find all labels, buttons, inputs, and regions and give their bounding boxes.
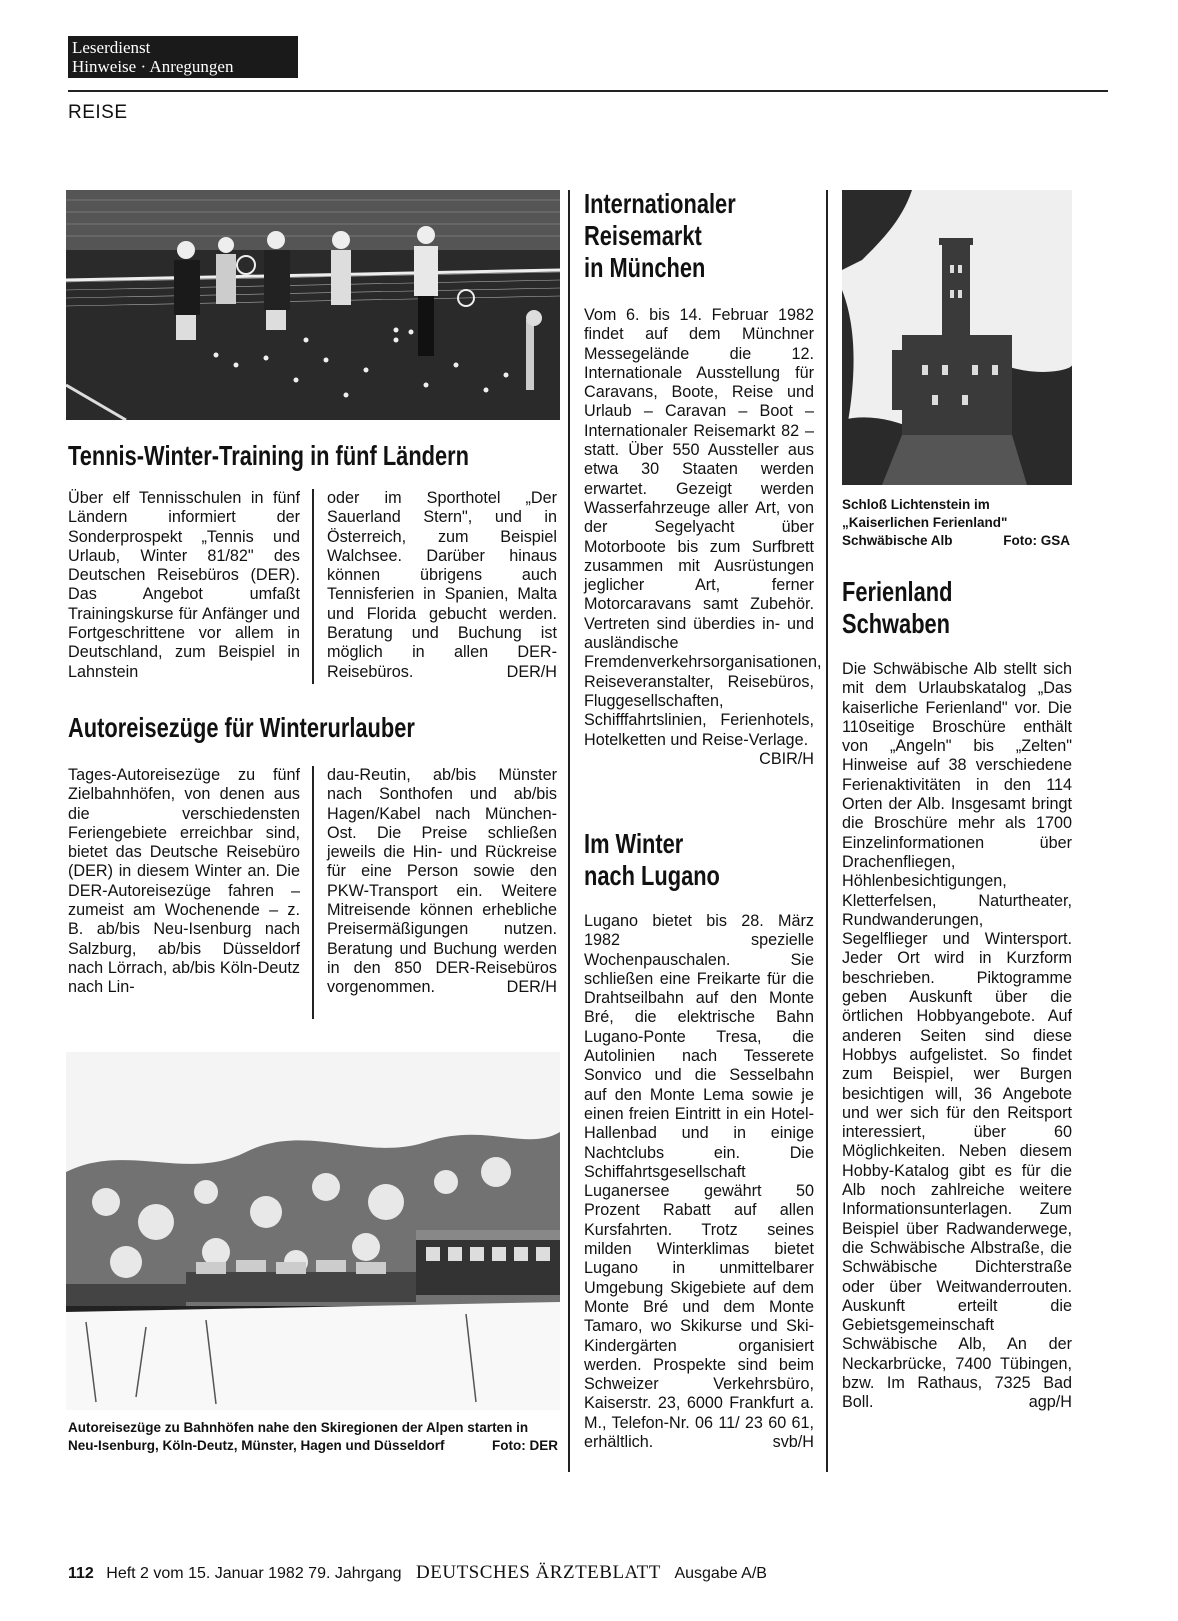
- train-photo-credit: Foto: DER: [492, 1438, 558, 1453]
- autoreise-column-2-text: dau-Reutin, ab/bis Münster nach Sonthofen und ab/bis Hagen/Kabel nach München-Ost. Die Preise schließen jeweils die Hin- und Rückreise für eine Person sowie den PKW-Transport ein. Weitere Mitreisende können erhebliche Preisermäßigungen nutzen. Beratung und Buchung werden in den 850 DER-Reisebüros vorgenommen.: [327, 766, 557, 997]
- schwaben-signature: agp/H: [1028, 1393, 1072, 1412]
- reisemarkt-headline-line-1: Internationaler: [584, 188, 736, 219]
- autoreise-column-1: [68, 766, 300, 998]
- section-header-box: [68, 36, 298, 78]
- autoreise-headline: Autoreisezüge für Winterurlauber: [68, 712, 415, 743]
- lugano-headline: [584, 828, 720, 892]
- top-rule: [68, 90, 1108, 92]
- lugano-body-text: Lugano bietet bis 28. März 1982 spezielle Wochenpauschalen. Sie schließen eine Freikarte für die Drahtseilbahn auf den Monte Bré, die elektrische Bahn Lugano-Ponte Tresa, die Autolinien nach Tesserete Sonvico und die Sesselbahn auf den Monte Lema sowie je einen freien Eintritt in ein Hotel-Hallenbad und in einige Nachtclubs ein. Die Schiffahrtsgesellschaft Luganersee gewährt 50 Prozent Rabatt auf allen Kursfahrten. Trotz seines milden Winterklimas bietet Lugano in unmittelbarer Umgebung Skigebiete auf dem Monte Bré und dem Monte Tamaro, wo Skikurse und Ski-Kindergärten organisiert werden. Prospekte sind beim Schweizer Verkehrsbüro, Kaiserstr. 23, 6000 Frankfurt a. M., Telefon-Nr. 06 11/ 23 60 61, erhältlich.: [584, 912, 814, 1452]
- reisemarkt-body: [584, 306, 822, 769]
- lugano-headline-line-2: nach Lugano: [584, 860, 720, 891]
- page-footer: [68, 1562, 767, 1584]
- tennis-signature: DER/H: [506, 662, 557, 681]
- tennis-column-1-text: Über elf Tennisschulen in fünf Ländern informiert der Sonderprospekt „Tennis und Urlaub, Winter 81/82" des Deutschen Reisebüros (DER). Das Angebot umfaßt Trainingskurse für Anfänger und Fortgeschrittene vor allem in Deutschland, zum Beispiel in Lahnstein: [68, 489, 300, 681]
- column-divider: [568, 190, 570, 1472]
- tennis-column-2-text: oder im Sporthotel „Der Sauerland Stern", und in Österreich, zum Beispiel Walchsee. Darüber hinaus können übrigens auch Tennisferien in Spanien, Malta und Florida gebucht werden. Beratung und Buchung ist möglich in allen DER-Reisebüros.: [327, 489, 557, 681]
- train-photo-caption: [68, 1419, 558, 1455]
- castle-photo-caption: [842, 496, 1070, 550]
- column-divider: [312, 766, 314, 1019]
- issue-info: Heft 2 vom 15. Januar 1982 79. Jahrgang: [106, 1565, 402, 1582]
- schwaben-body: [842, 660, 1072, 1413]
- header-line-1: Leserdienst: [72, 38, 151, 57]
- reisemarkt-signature: CBIR/H: [759, 749, 814, 768]
- magazine-name: DEUTSCHES ÄRZTEBLATT: [416, 1562, 661, 1583]
- reisemarkt-headline-line-3: in München: [584, 252, 706, 283]
- schwaben-headline-line-2: Schwaben: [842, 608, 951, 639]
- edition-info: Ausgabe A/B: [674, 1565, 767, 1582]
- tennis-photo: [66, 190, 560, 420]
- reisemarkt-body-text: Vom 6. bis 14. Februar 1982 findet auf dem Münchner Messegelände die 12. Internationale Ausstellung für Caravans, Boote, Reise und Urlaub – Caravan – Boot – Internationaler Reisemarkt 82 – statt. Über 550 Aussteller aus etwa 30 Staaten werden erwartet. Gezeigt werden Wasserfahrzeuge aller Art, von der Segelyacht über Motorboote bis zum Surfbrett zusammen mit Ausrüstungen jeglicher Art, ferner Motorcaravans samt Zubehör. Vertreten sind überdies in- und ausländische Fremdenverkehrsorganisationen, Reiseveranstalter, Reisebüros, Fluggesellschaften, Schifffahrtslinien, Ferienhotels, Hotelketten und Reise-Verlage.: [584, 306, 822, 749]
- train-caption-text: Autoreisezüge zu Bahnhöfen nahe den Skiregionen der Alpen starten in Neu-Isenburg, Köln-Deutz, Münster, Hagen und Düsseldorf: [68, 1420, 529, 1453]
- castle-photo: [842, 190, 1072, 485]
- reisemarkt-headline-line-2: Reisemarkt: [584, 220, 702, 251]
- lugano-body: [584, 912, 814, 1452]
- castle-photo-credit: Foto: GSA: [1003, 533, 1070, 548]
- tennis-column-1: [68, 489, 300, 682]
- castle-caption-text: Schloß Lichtenstein im „Kaiserlichen Ferienland" Schwäbische Alb: [842, 497, 1008, 548]
- tennis-column-2: [327, 489, 557, 682]
- column-divider: [312, 489, 314, 684]
- column-divider: [826, 190, 828, 1472]
- header-line-2: Hinweise · Anregungen: [72, 57, 234, 76]
- tennis-headline: Tennis-Winter-Training in fünf Ländern: [68, 440, 469, 471]
- page-number: 112: [68, 1565, 94, 1582]
- schwaben-body-text: Die Schwäbische Alb stellt sich mit dem Urlaubskatalog „Das kaiserliche Ferienland" vor. Die 110seitige Broschüre enthält von „Angeln" bis „Zelten" Hinweise auf 38 verschiedene Ferienaktivitäten in den 114 Orten der Alb. Insgesamt bringt die Broschüre mehr als 1700 Einzelinformationen über Drachenfliegen, Höhlenbesichtigungen, Kletterfelsen, Naturtheater, Rundwanderungen, Segelflieger und Wintersport. Jeder Ort wird in Kurzform beschrieben. Piktogramme geben Auskunft über die örtlichen Hobbyangebote. Auf anderen Seiten sind diese Hobbys aufgelistet. So findet zum Beispiel, wer Burgen besichtigen will, 36 Angebote und wer sich für den Reitsport interessiert, über 60 Möglichkeiten. Neben diesem Hobby-Katalog gibt es für die Alb noch zahlreiche weitere Informationsunterlagen. Zum Beispiel über Radwanderwege, die Schwäbische Albstraße, die Schwäbische Dichterstraße oder über Weitwanderrouten. Auskunft erteilt die Gebietsgemeinschaft Schwäbische Alb, An der Neckarbrücke, 7400 Tübingen, bzw. Im Rathaus, 7325 Bad Boll.: [842, 660, 1072, 1412]
- schwaben-headline-line-1: Ferienland: [842, 576, 953, 607]
- autoreise-signature: DER/H: [506, 978, 557, 997]
- lugano-headline-line-1: Im Winter: [584, 828, 684, 859]
- autoreise-column-2: [327, 766, 557, 998]
- section-label: REISE: [68, 102, 128, 123]
- autoreise-column-1-text: Tages-Autoreisezüge zu fünf Zielbahnhöfen, von denen aus die verschiedensten Feriengebiete erreichbar sind, bietet das Deutsche Reisebüro (DER) in diesem Winter an. Die DER-Autoreisezüge fahren – zumeist am Wochenende – z. B. ab/bis Neu-Isenburg nach Salzburg, ab/bis Düsseldorf nach Lörrach, ab/bis Köln-Deutz nach Lin-: [68, 766, 300, 997]
- train-photo: [66, 1052, 560, 1410]
- lugano-signature: svb/H: [772, 1433, 814, 1452]
- schwaben-headline: [842, 576, 952, 640]
- reisemarkt-headline: [584, 188, 736, 284]
